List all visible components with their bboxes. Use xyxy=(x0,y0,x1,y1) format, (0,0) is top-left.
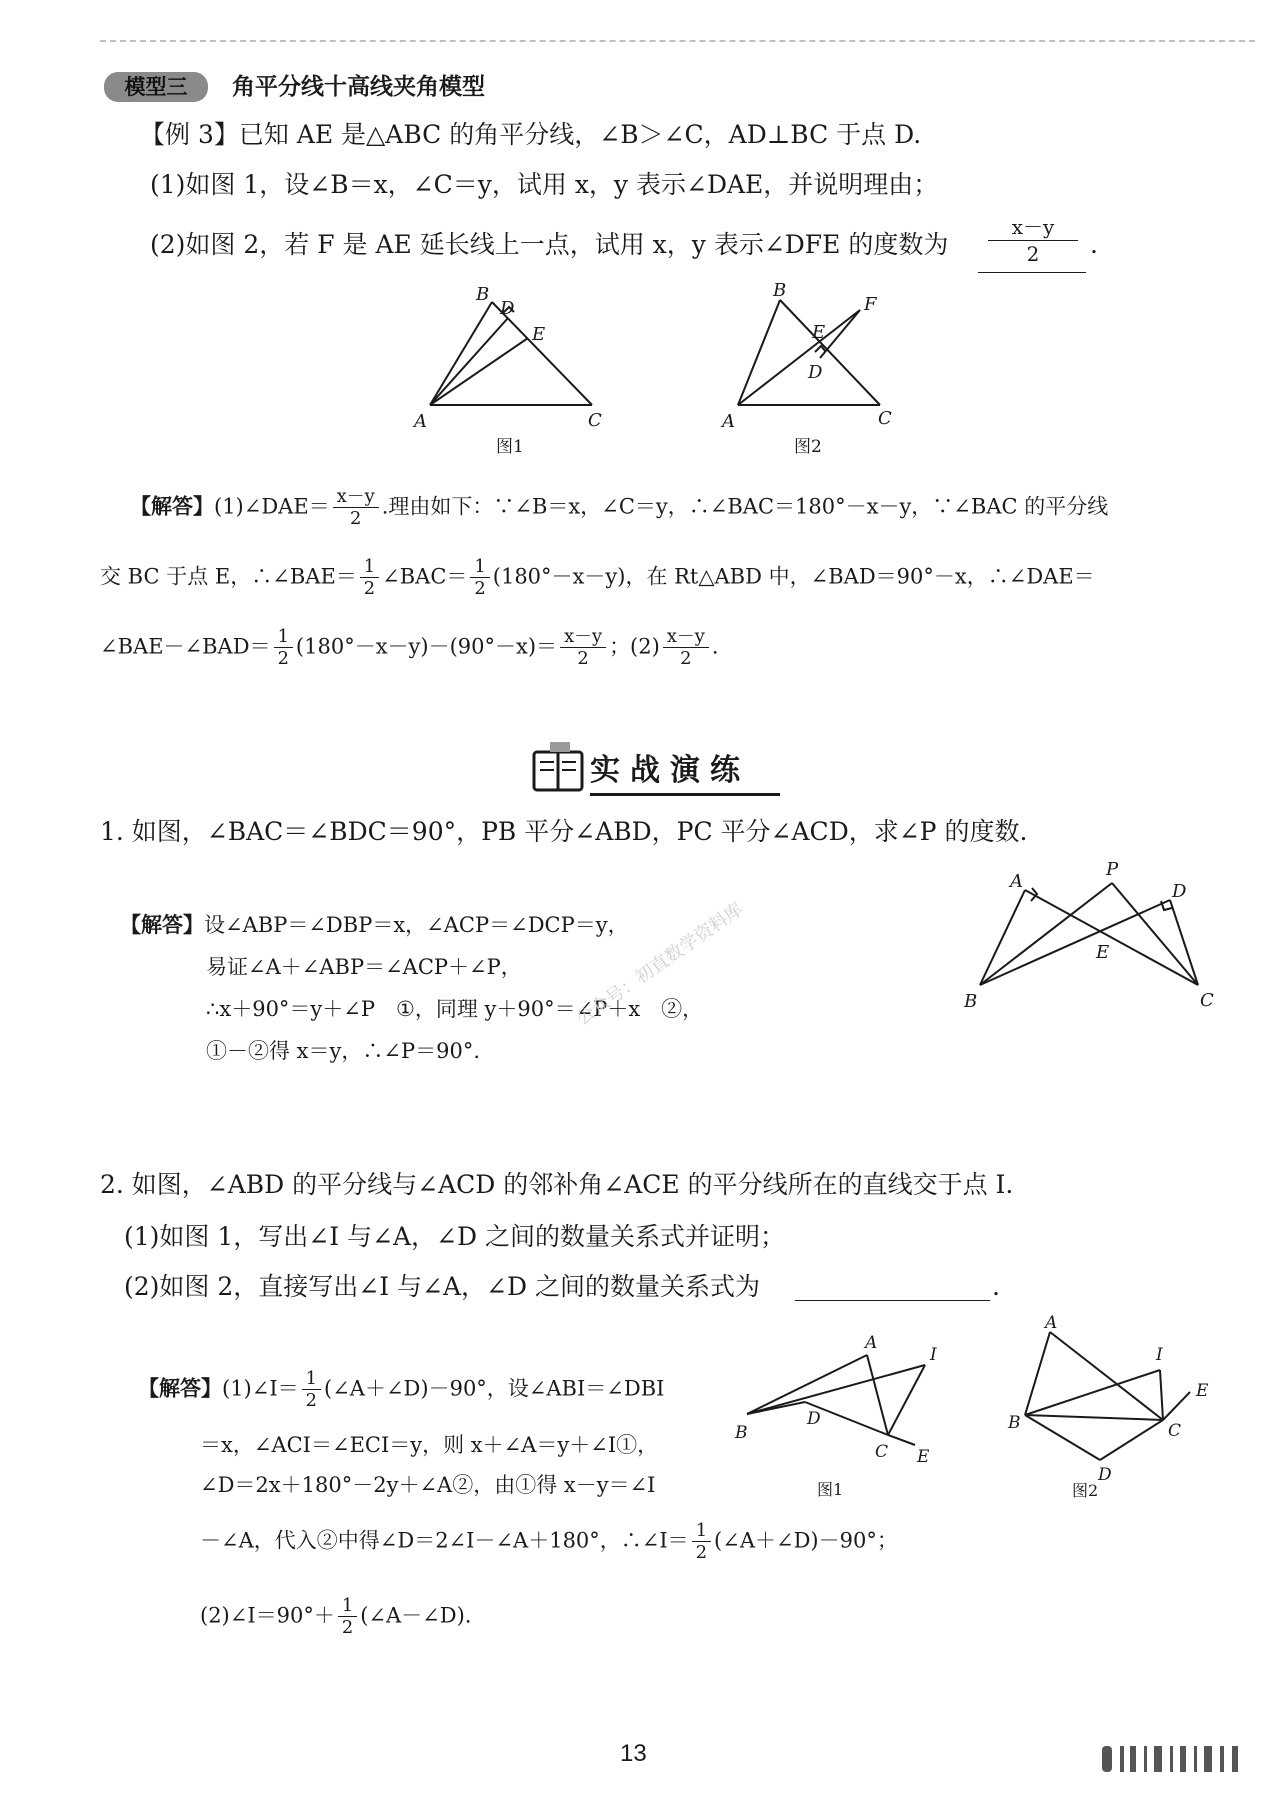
fraction: $\frac{1}{2}$ xyxy=(470,556,489,600)
fig2-label-a: A xyxy=(722,411,735,432)
example-line-1: 【例 3】已知 AE 是△ABC 的角平分线，∠B＞∠C，AD⊥BC 于点 D. xyxy=(140,120,922,149)
q2f2-label-i: I xyxy=(1156,1345,1163,1365)
fig1-label-b: B xyxy=(476,284,490,305)
example-figure-2 xyxy=(738,300,880,405)
fraction: $\frac{1}{2}$ xyxy=(338,1595,357,1639)
solution-tag: 【解答】 xyxy=(120,913,204,937)
question-1-text: 1. 如图，∠BAC＝∠BDC＝90°，PB 平分∠ABD，PC 平分∠ACD，求∠P 的度数. xyxy=(100,817,1028,846)
fig1-caption: 图1 xyxy=(496,437,524,457)
q1-solution-line-2: 易证∠A＋∠ABP＝∠ACP＋∠P， xyxy=(206,955,522,979)
fig2-label-d: D xyxy=(808,362,823,383)
q2f2-line-ac xyxy=(1050,1332,1163,1420)
fig1-label-e: E xyxy=(532,324,546,345)
q2f1-caption: 图1 xyxy=(817,1480,844,1499)
q2f1-label-e: E xyxy=(917,1447,930,1467)
fig1-bisector-ae xyxy=(430,338,528,405)
q2f2-line-bi xyxy=(1025,1370,1160,1415)
fig1-side-ab xyxy=(430,302,492,405)
fraction: $\frac{x-y}{2}$ xyxy=(663,626,709,670)
q2f2-line-bc xyxy=(1025,1415,1163,1420)
answer-numerator: x－y xyxy=(988,214,1078,241)
q1-solution-line-3: ∴x＋90°＝y＋∠P ①，同理 y＋90°＝∠P＋x ②， xyxy=(206,997,704,1021)
fig1-label-d: D xyxy=(500,298,515,319)
q2f1-line-bi xyxy=(747,1365,925,1414)
q1-label-p: P xyxy=(1106,859,1119,880)
watermark: 公众号：初直数学资料库 xyxy=(572,898,747,1030)
page-number: 13 xyxy=(620,1740,647,1767)
barcode-icon xyxy=(1100,1740,1260,1780)
fig2-side-bc xyxy=(780,300,880,405)
q1-line-ba xyxy=(980,890,1025,985)
example-answer-blank xyxy=(978,272,1086,273)
question-2-period: . xyxy=(992,1272,1000,1301)
solution-tag: 【解答】 xyxy=(130,494,214,519)
q2-solution-line-2: ＝x，∠ACI＝∠ECI＝y，则 x＋∠A＝y＋∠I①， xyxy=(200,1433,659,1457)
q1-solution-line-4: ①－②得 x＝y，∴∠P＝90°. xyxy=(206,1039,481,1063)
fig1-altitude-ad xyxy=(430,318,508,405)
q2f1-label-i: I xyxy=(930,1345,937,1365)
q2-solution-line-5: (2)∠I＝90°＋ $\frac{1}{2}$ (∠A－∠D). xyxy=(200,1595,472,1639)
q2f2-label-d: D xyxy=(1098,1465,1112,1485)
q2f2-line-bd xyxy=(1025,1415,1100,1460)
model-badge: 模型三 xyxy=(104,72,208,102)
example-answer-fraction xyxy=(988,214,1078,267)
q2f1-line-ac xyxy=(867,1355,888,1435)
section-title: 实战演练 xyxy=(590,753,750,788)
fig2-caption: 图2 xyxy=(794,437,822,457)
question-2-part-2: (2)如图 2，直接写出∠I 与∠A，∠D 之间的数量关系式为 xyxy=(124,1272,760,1301)
question-2-text: 2. 如图，∠ABD 的平分线与∠ACD 的邻补角∠ACE 的平分线所在的直线交于点 I. xyxy=(100,1170,1014,1199)
example-period: . xyxy=(1090,230,1098,259)
solution-tag: 【解答】 xyxy=(138,1376,222,1401)
q1-label-d: D xyxy=(1172,881,1187,902)
q2f1-label-c: C xyxy=(875,1442,889,1462)
fig2-label-e: E xyxy=(812,322,826,343)
example-line-3: (2)如图 2，若 F 是 AE 延长线上一点，试用 x，y 表示∠DFE 的度数为 xyxy=(150,230,949,259)
q2-figure-1 xyxy=(725,1320,975,1500)
fig1-label-a: A xyxy=(414,411,427,432)
example-figures xyxy=(400,280,920,460)
q2f2-label-b: B xyxy=(1008,1413,1021,1433)
fig2-label-f: F xyxy=(864,294,877,315)
answer-denominator: 2 xyxy=(1026,242,1040,266)
q2-solution-line-1: 【解答】(1)∠I＝ $\frac{1}{2}$ (∠A＋∠D)－90°，设∠ABI＝∠DBI xyxy=(138,1368,665,1412)
q2f2-caption: 图2 xyxy=(1072,1481,1099,1500)
fig2-label-c: C xyxy=(878,408,892,429)
fraction: $\frac{1}{2}$ xyxy=(692,1520,711,1564)
q2-figure-2 xyxy=(1000,1310,1230,1500)
q2f1-line-bd xyxy=(747,1402,805,1414)
example-solution-line-1: 【解答】(1)∠DAE＝ $\frac{x-y}{2}$ .理由如下：∵∠B＝x，∠C＝y，∴∠BAC＝180°－x－y，∵∠BAC 的平分线 xyxy=(130,486,1109,530)
q1-label-c: C xyxy=(1200,990,1214,1011)
fraction: $\frac{1}{2}$ xyxy=(360,556,379,600)
q2-solution-line-3: ∠D＝2x＋180°－2y＋∠A②，由①得 x－y＝∠I xyxy=(200,1473,656,1497)
fig1-label-c: C xyxy=(588,410,602,431)
question-2-part-1: (1)如图 1，写出∠I 与∠A，∠D 之间的数量关系式并证明； xyxy=(124,1222,785,1251)
fraction: $\frac{1}{2}$ xyxy=(274,626,293,670)
q1-label-a: A xyxy=(1010,871,1023,892)
q2f1-line-ba xyxy=(747,1355,867,1414)
q2f1-line-ci xyxy=(888,1365,925,1435)
q2f1-label-d: D xyxy=(807,1409,821,1429)
q1-label-e: E xyxy=(1096,942,1110,963)
q1-label-b: B xyxy=(964,991,978,1012)
q2f2-label-e: E xyxy=(1196,1381,1209,1401)
fraction: $\frac{x-y}{2}$ xyxy=(560,626,606,670)
fraction: $\frac{1}{2}$ xyxy=(302,1368,321,1412)
example-line-2: (1)如图 1，设∠B＝x，∠C＝y，试用 x，y 表示∠DAE，并说明理由； xyxy=(150,170,939,199)
q2f1-label-b: B xyxy=(735,1423,748,1443)
q2-solution-line-4: －∠A，代入②中得∠D＝2∠I－∠A＋180°，∴∠I＝ $\frac{1}{2}$ (∠A＋∠D)－90°； xyxy=(200,1520,898,1564)
top-dashed-divider xyxy=(100,40,1255,42)
q2f2-line-ab xyxy=(1025,1332,1050,1415)
q2f1-label-a: A xyxy=(865,1333,878,1353)
section-underline xyxy=(590,793,780,796)
question-2-answer-blank xyxy=(795,1300,990,1301)
q2f1-line-ce xyxy=(888,1435,915,1445)
book-icon xyxy=(528,738,588,798)
q1-solution-line-1: 【解答】设∠ABP＝∠DBP＝x，∠ACP＝∠DCP＝y， xyxy=(120,913,629,937)
example-solution-line-3: ∠BAE－∠BAD＝ $\frac{1}{2}$ (180°－x－y)－(90°－x)＝ $\frac{x-y}{2}$ ；(2) $\frac{x-y}{2}$ . xyxy=(100,626,719,670)
q2f2-label-a: A xyxy=(1045,1313,1058,1333)
model-title: 角平分线十高线夹角模型 xyxy=(232,74,485,100)
q2f2-label-c: C xyxy=(1168,1421,1182,1441)
q1-figure xyxy=(960,855,1230,1015)
fraction: $\frac{x-y}{2}$ xyxy=(333,486,379,530)
q2f2-line-ce xyxy=(1163,1392,1190,1420)
q2f2-line-ic xyxy=(1160,1370,1163,1420)
fig2-label-b: B xyxy=(773,280,787,301)
q2f2-line-dc xyxy=(1100,1420,1163,1460)
example-solution-line-2: 交 BC 于点 E，∴∠BAE＝ $\frac{1}{2}$ ∠BAC＝ $\frac{1}{2}$ (180°－x－y)，在 Rt△ABD 中，∠BAD＝90°－x，∴∠DAE＝ xyxy=(100,556,1095,600)
